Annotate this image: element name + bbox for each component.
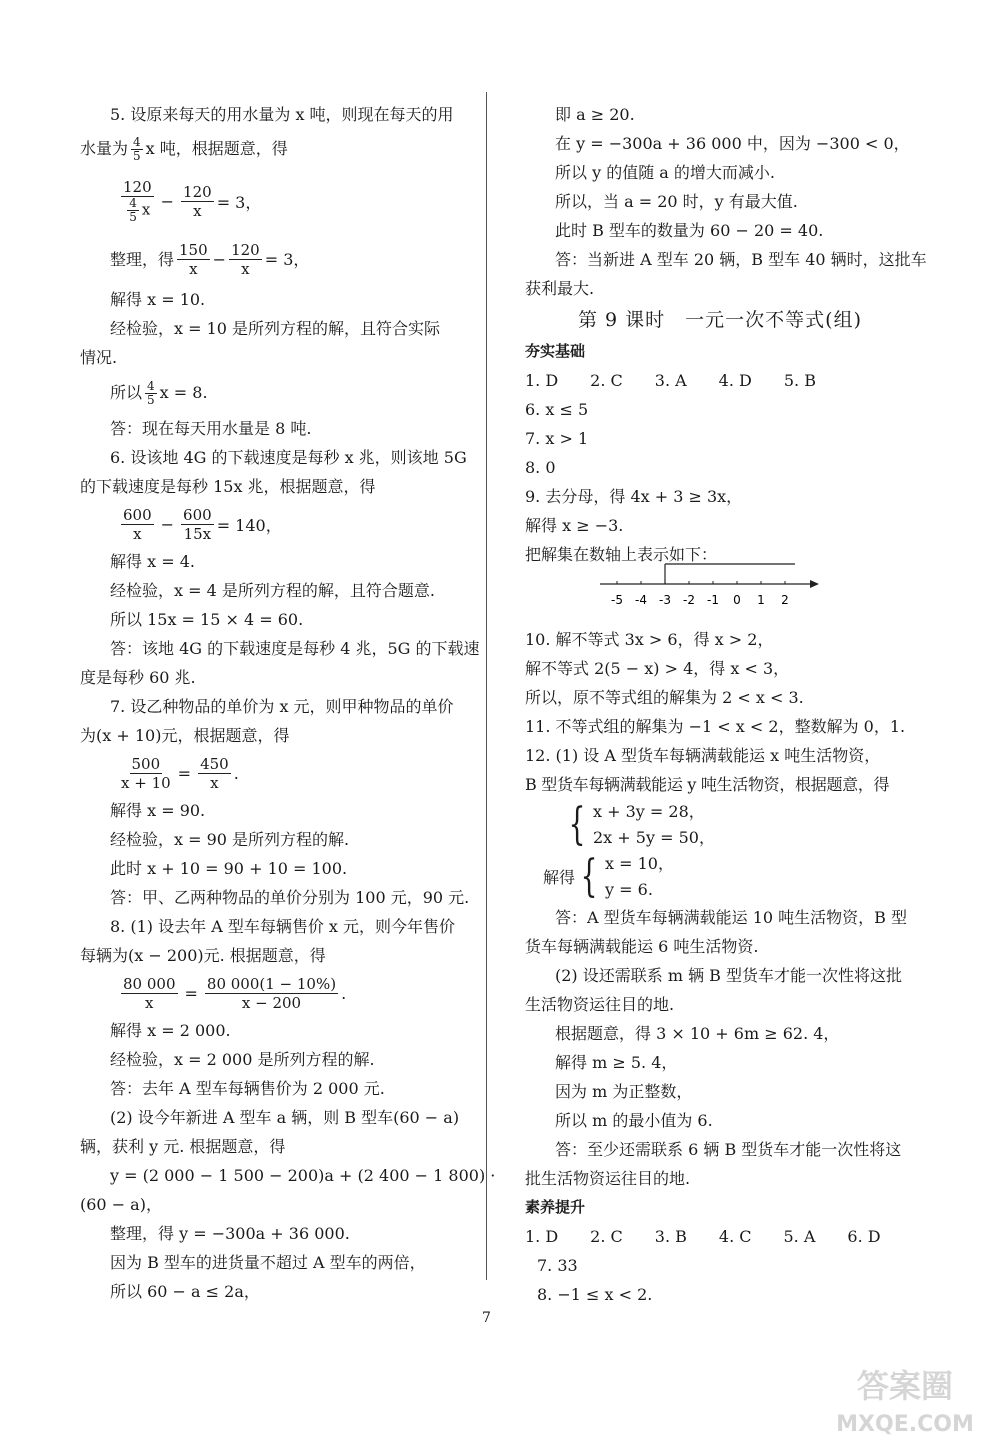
text-line: 解得 x = 2 000. — [110, 1021, 231, 1040]
text-line: 所以 m 的最小值为 6. — [555, 1111, 713, 1130]
operator: − — [160, 191, 175, 211]
numerator: 80 000 — [123, 974, 176, 993]
text-line — [80, 233, 475, 285]
text-line: 的下载速度是每秒 15x 兆，根据题意，得 — [80, 477, 376, 496]
equation-rhs: = 3， — [216, 192, 262, 212]
text-span: x 吨，根据题意，得 — [145, 139, 288, 158]
equation — [80, 501, 475, 547]
text-line: 答：该地 4G 的下载速度是每秒 4 兆，5G 的下载速 — [110, 639, 480, 658]
numerator: 600 — [123, 505, 152, 524]
text-line: (2) 设今年新进 A 型车 a 辆，则 B 型车(60 − a) — [110, 1108, 460, 1127]
text-line: 答：当新进 A 型车 20 辆，B 型车 40 辆时，这批车 — [555, 250, 927, 269]
text-line: 答：去年 A 型车每辆售价为 2 000 元. — [110, 1079, 385, 1098]
answer-line: 7. x > 1 — [525, 429, 589, 448]
fraction — [121, 975, 178, 1012]
text-line: 7. 设乙种物品的单价为 x 元，则甲种物品的单价 — [110, 697, 454, 716]
fraction — [121, 506, 154, 543]
answer-line: 所以，原不等式组的解集为 2 < x < 3. — [525, 688, 804, 707]
equation — [80, 750, 475, 796]
numerator: 450 — [200, 754, 229, 773]
text-line: 情况. — [80, 348, 118, 367]
tick-label: 1 — [757, 593, 765, 607]
text-line: 为(x + 10)元，根据题意，得 — [80, 726, 290, 745]
system-equation: y = 6. — [605, 880, 653, 899]
right-column — [525, 100, 927, 1309]
tick-label: -3 — [659, 593, 671, 607]
text-line: 所以 15x = 15 × 4 = 60. — [110, 610, 304, 629]
fraction — [121, 755, 171, 792]
denominator: 5 — [129, 210, 137, 224]
text-line — [80, 129, 475, 169]
tick-label: -1 — [707, 593, 719, 607]
section-heading: 夯实基础 — [525, 342, 586, 360]
text-line: 经检验，x = 10 是所列方程的解，且符合实际 — [110, 319, 441, 338]
text-line: 解得 x = 90. — [110, 801, 206, 820]
text-line: 答：A 型货车每辆满载能运 10 吨生活物资，B 型 — [555, 908, 908, 927]
numerator: 120 — [231, 240, 260, 259]
fraction — [198, 755, 231, 792]
system-equation: x = 10， — [605, 854, 674, 873]
tick-label: -2 — [683, 593, 695, 607]
brace: { — [568, 799, 586, 850]
text-line: 度是每秒 60 兆. — [80, 668, 196, 687]
watermark-logo — [830, 1355, 980, 1445]
equation — [80, 970, 475, 1016]
text-line: 所以 60 − a ≤ 2a， — [110, 1282, 260, 1301]
text-line: 所以，当 a = 20 时，y 有最大值. — [555, 192, 798, 211]
left-column — [80, 100, 496, 1306]
answer-line: 解得 x ≥ −3. — [525, 516, 624, 535]
tick-label: 2 — [781, 593, 789, 607]
system-equation: 2x + 5y = 50， — [593, 828, 715, 847]
denominator: x — [210, 773, 219, 792]
text-line: 生活物资运往目的地. — [525, 995, 675, 1014]
lesson-title: 第 9 课时 一元一次不等式(组) — [578, 309, 862, 331]
answer-line: 6. x ≤ 5 — [525, 400, 589, 419]
denominator: x + 10 — [121, 773, 171, 792]
answer-line: 解不等式 2(5 − x) > 4，得 x < 3， — [525, 659, 790, 678]
numerator: 500 — [131, 754, 161, 773]
fraction — [131, 136, 143, 163]
equation-rhs: . — [233, 763, 239, 783]
operator: − — [160, 514, 175, 534]
fraction — [181, 183, 214, 220]
text-line: 答：现在每天用水量是 8 吨. — [110, 419, 312, 438]
page-number: 7 — [482, 1310, 491, 1326]
fraction — [127, 197, 139, 224]
text-span: x = 8. — [159, 383, 208, 402]
text-line: 解得 x = 4. — [110, 552, 195, 571]
text-line: (2) 设还需联系 m 辆 B 型货车才能一次性将这批 — [555, 966, 903, 985]
text-line: 6. 设该地 4G 的下载速度是每秒 x 兆，则该地 5G — [110, 448, 467, 467]
equation-rhs: = 140， — [216, 515, 282, 535]
text-line: 此时 x + 10 = 90 + 10 = 100. — [110, 859, 348, 878]
solution-system — [525, 851, 915, 903]
equation-rhs: . — [341, 983, 347, 1003]
fraction — [121, 178, 154, 224]
text-line: 整理，得 y = −300a + 36 000. — [110, 1224, 350, 1243]
tick-group — [611, 581, 789, 607]
variable: x — [141, 200, 151, 219]
text-span: 所以 — [110, 383, 143, 402]
denominator: x — [241, 259, 250, 278]
text-line: 经检验，x = 4 是所列方程的解，且符合题意. — [110, 581, 435, 600]
text-line: 即 a ≥ 20. — [555, 105, 635, 124]
denominator: x — [193, 201, 202, 220]
answer-line: 1. D 2. C 3. B 4. C 5. A 6. D — [525, 1227, 881, 1246]
tick-label: 0 — [733, 593, 741, 607]
equation — [80, 169, 475, 233]
system-lines — [593, 799, 715, 851]
text-line: 每辆为(x − 200)元. 根据题意，得 — [80, 946, 326, 965]
tick-label: -4 — [635, 593, 647, 607]
brace: { — [580, 851, 598, 902]
text-line: 解得 x = 10. — [110, 290, 206, 309]
denominator: x — [189, 259, 198, 278]
text-line: 根据题意，得 3 × 10 + 6m ≥ 62. 4， — [555, 1024, 840, 1043]
fraction — [205, 975, 338, 1012]
text-line: 获利最大. — [525, 279, 595, 298]
watermark-text-cn: 答案圈 — [856, 1367, 954, 1405]
system-equation: x + 3y = 28， — [593, 802, 705, 821]
text-line: 因为 m 为正整数， — [555, 1082, 693, 1101]
fraction — [229, 241, 262, 278]
numerator: 4 — [147, 379, 155, 393]
number-line-figure — [595, 560, 820, 610]
denominator: 15x — [183, 524, 212, 543]
answer-line: 11. 不等式组的解集为 −1 < x < 2，整数解为 0，1. — [525, 717, 906, 736]
text-line: 批生活物资运往目的地. — [525, 1169, 691, 1188]
text-line: y = (2 000 − 1 500 − 200)a + (2 400 − 1 800) · — [110, 1166, 496, 1185]
numerator: 4 — [133, 135, 141, 149]
equation-system — [525, 799, 915, 851]
text-line: 所以 y 的值随 a 的增大而减小. — [555, 163, 776, 182]
answer-line: 1. D 2. C 3. A 4. D 5. B — [525, 371, 816, 390]
text-line: 经检验，x = 2 000 是所列方程的解. — [110, 1050, 375, 1069]
text-line: 在 y = −300a + 36 000 中，因为 −300 < 0， — [555, 134, 910, 153]
text-span: 水量为 — [80, 139, 129, 158]
text-span: 整理，得 — [110, 249, 175, 269]
fraction — [177, 241, 210, 278]
text-line: 解得 m ≥ 5. 4， — [555, 1053, 678, 1072]
numerator: 120 — [123, 178, 152, 196]
answer-line: 8. 0 — [525, 458, 556, 477]
watermark-text-url: MXQE.COM — [836, 1412, 974, 1437]
answer-line: 8. −1 ≤ x < 2. — [537, 1285, 653, 1304]
denominator — [124, 197, 150, 224]
text-line: 答：至少还需联系 6 辆 B 型货车才能一次性将这 — [555, 1140, 902, 1159]
denominator: 5 — [147, 393, 155, 407]
text-line: 答：甲、乙两种物品的单价分别为 100 元，90 元. — [110, 888, 470, 907]
fraction — [181, 506, 214, 543]
denominator: 5 — [133, 149, 141, 163]
column-divider — [486, 92, 487, 1280]
text-line: 5. 设原来每天的用水量为 x 吨，则现在每天的用 — [110, 105, 454, 124]
answer-line: 9. 去分母，得 4x + 3 ≥ 3x， — [525, 487, 743, 506]
operator: − — [212, 249, 227, 269]
answer-line: 10. 解不等式 3x > 6，得 x > 2， — [525, 630, 774, 649]
answer-line: 把解集在数轴上表示如下： — [525, 545, 718, 564]
equation-rhs: = 3， — [264, 249, 310, 269]
denominator: x − 200 — [241, 993, 302, 1012]
system-lines — [605, 851, 674, 903]
numerator: 80 000(1 − 10%) — [206, 974, 337, 993]
numerator: 120 — [183, 182, 212, 201]
answer-line: 7. 33 — [537, 1256, 578, 1275]
axis-arrow — [810, 580, 819, 588]
operator: = — [177, 763, 192, 783]
numerator: 600 — [183, 505, 212, 524]
section-heading: 素养提升 — [525, 1198, 586, 1216]
denominator: x — [145, 993, 154, 1012]
fraction — [145, 380, 157, 407]
answer-line: B 型货车每辆满载能运 y 吨生活物资，根据题意，得 — [525, 775, 890, 794]
denominator: x — [133, 524, 142, 543]
tick-label: -5 — [611, 593, 623, 607]
text-line: 此时 B 型车的数量为 60 − 20 = 40. — [555, 221, 824, 240]
answer-line: 12. (1) 设 A 型货车每辆满载能运 x 吨生活物资， — [525, 746, 881, 765]
text-span: 解得 — [543, 867, 576, 887]
text-line: 经检验，x = 90 是所列方程的解. — [110, 830, 350, 849]
numerator: 4 — [129, 196, 137, 210]
numerator: 150 — [179, 240, 208, 259]
operator: = — [184, 983, 198, 1003]
text-line: 货车每辆满载能运 6 吨生活物资. — [525, 937, 759, 956]
text-line: 辆，获利 y 元. 根据题意，得 — [80, 1137, 286, 1156]
text-line — [80, 372, 475, 414]
text-line: (60 − a)， — [80, 1195, 162, 1214]
text-line: 因为 B 型车的进货量不超过 A 型车的两倍， — [110, 1253, 426, 1272]
text-line: 8. (1) 设去年 A 型车每辆售价 x 元，则今年售价 — [110, 917, 456, 936]
